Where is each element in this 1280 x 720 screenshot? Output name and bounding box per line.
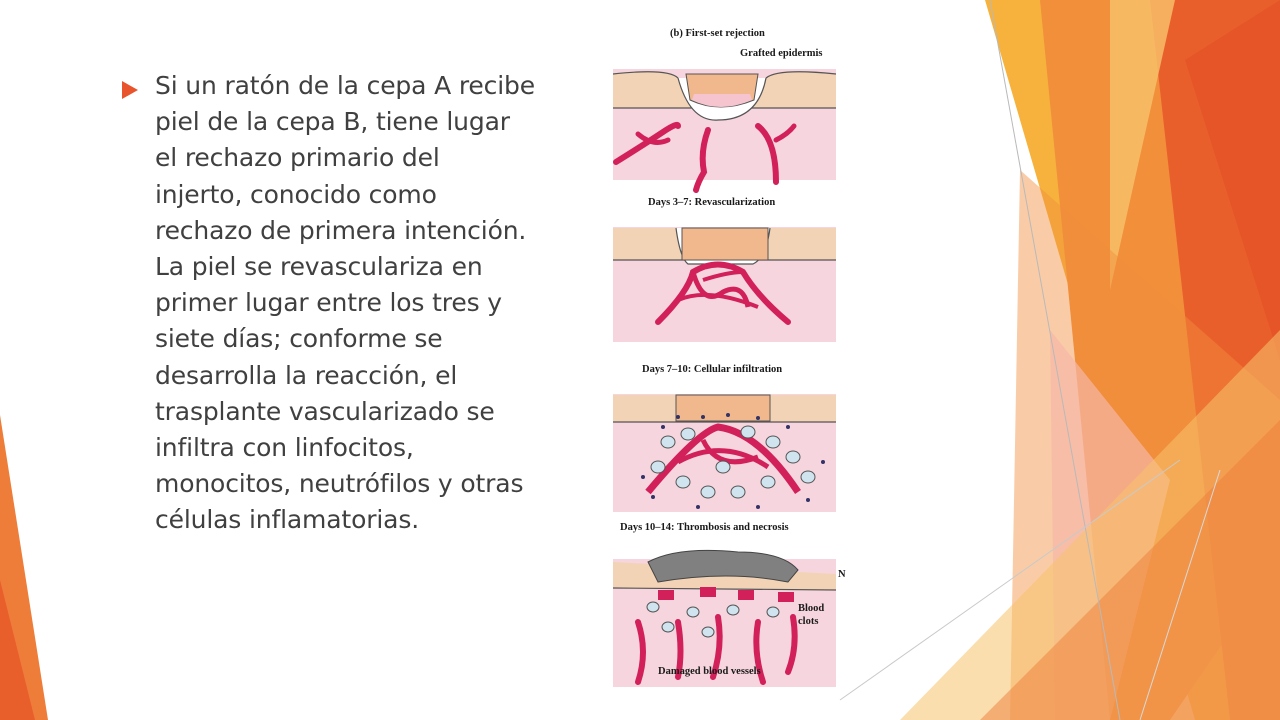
grafted-epidermis-label: Grafted epidermis — [740, 48, 823, 59]
panel-4-title: Days 10–14: Thrombosis and necrosis — [620, 522, 789, 533]
first-set-rejection-figure — [608, 22, 846, 690]
bullet-text: Si un ratón de la cepa A recibe piel de la cepa B, tiene lugar el rechazo primario del injerto, conocido como rechazo de primera intención. La piel se revasculariza en primer lugar entre los tres y siete días; conforme se desarrolla la reacción, el trasplante vascularizado se infiltra con linfocitos, monocitos, neutrófilos y otras células inflamatorias. — [155, 71, 536, 535]
panel-3-title: Days 7–10: Cellular infiltration — [642, 364, 783, 375]
panel-first-set — [613, 69, 836, 190]
cut-off-label: N — [838, 569, 846, 580]
figure-title: (b) First-set rejection — [670, 28, 765, 39]
panel-revascularization — [613, 227, 836, 342]
panel-2-title: Days 3–7: Revascularization — [648, 197, 776, 208]
bullet-arrow-icon — [120, 80, 140, 100]
blood-clots-label: Blood clots — [798, 603, 825, 627]
damaged-vessels-label: Damaged blood vessels — [658, 666, 761, 677]
figure-illustration — [608, 22, 840, 690]
panel-cellular-infiltration — [613, 394, 836, 512]
